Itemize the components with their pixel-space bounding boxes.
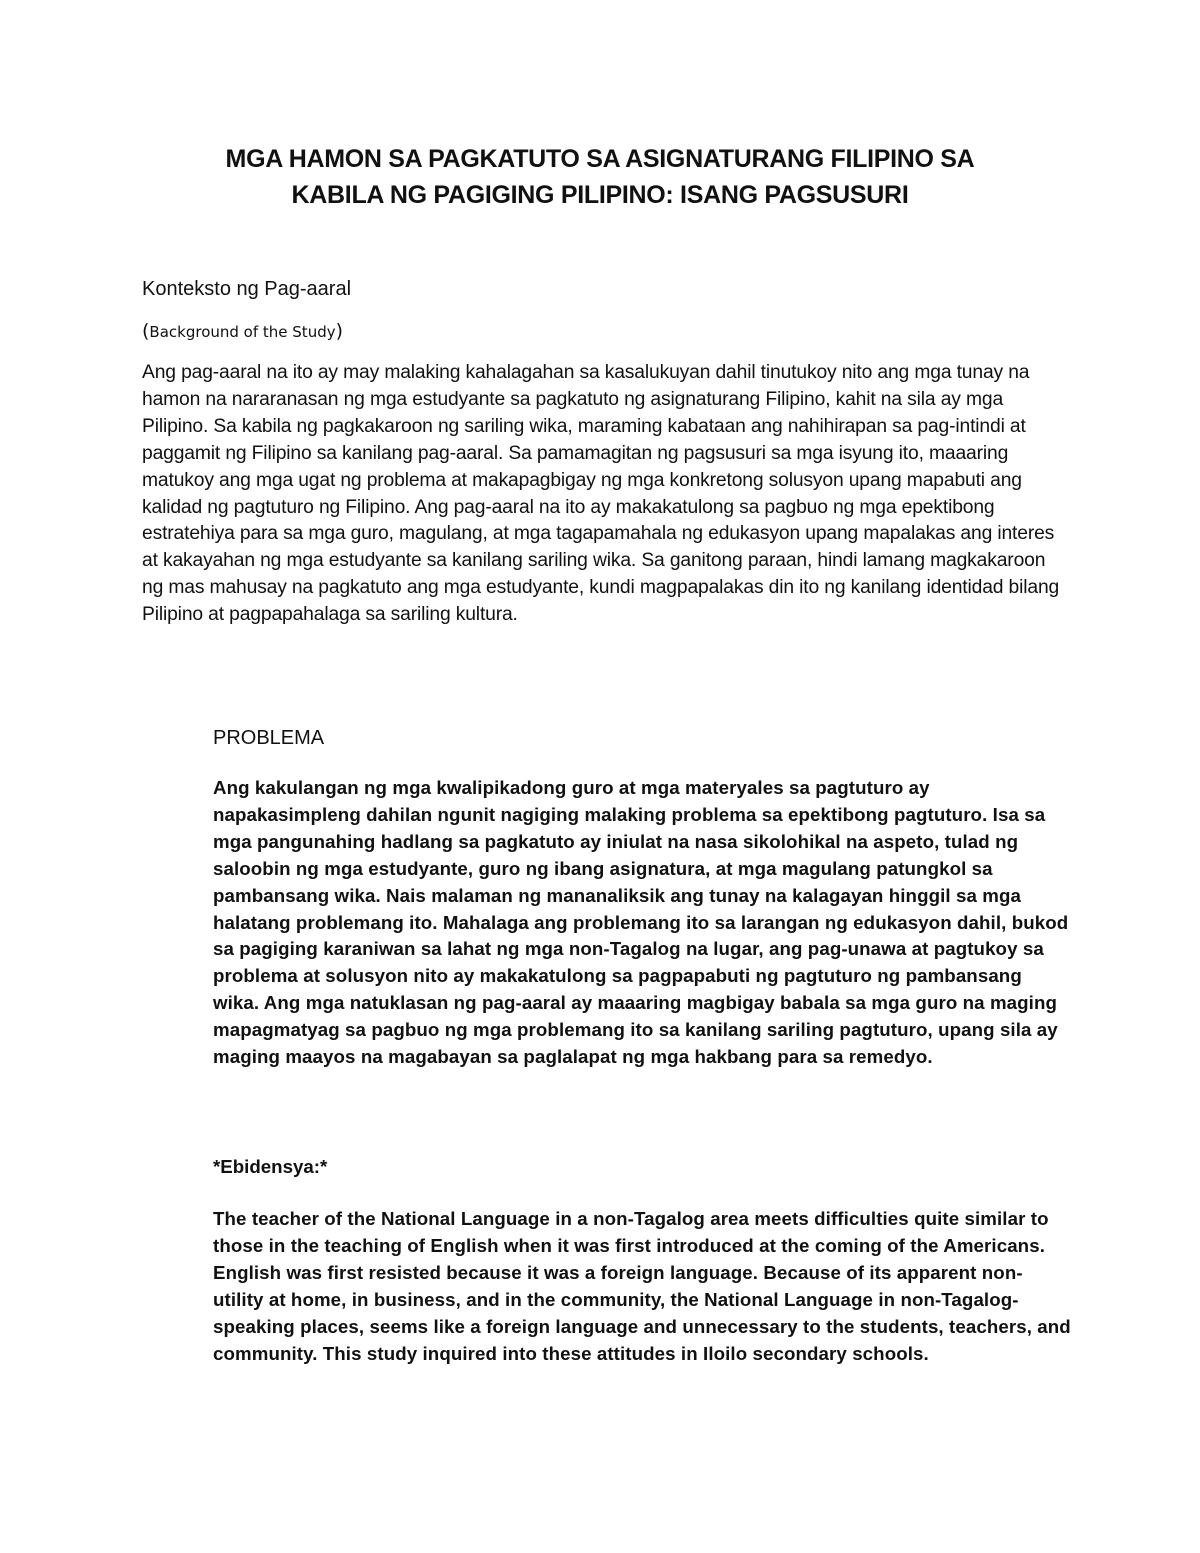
open-paren: ( bbox=[142, 320, 150, 342]
context-heading: Konteksto ng Pag-aaral bbox=[142, 278, 352, 300]
background-subheading bbox=[142, 318, 343, 345]
background-label: Background of the Study bbox=[149, 323, 336, 341]
evidence-label: *Ebidensya:* bbox=[213, 1156, 328, 1177]
title-line-2: KABILA NG PAGIGING PILIPINO: ISANG PAGSUSURI bbox=[291, 181, 909, 209]
title-line-1: MGA HAMON SA PAGKATUTO SA ASIGNATURANG FILIPINO SA bbox=[225, 145, 975, 173]
evidence-paragraph: The teacher of the National Language in a non-Tagalog area meets difficulties quite similar to those in the teaching of English when it was first introduced at the coming of the Americans. English was first resisted because it was a foreign language. Because of its apparent non-utility at home, in business, and in the community, the National Language in non-Tagalog-speaking places, seems like a foreign language and unnecessary to the students, teachers, and community. This study inquired into these attitudes in Iloilo secondary schools. bbox=[213, 1208, 1071, 1364]
close-paren: ) bbox=[335, 320, 344, 342]
document-title bbox=[100, 141, 1100, 213]
problem-paragraph: Ang kakulangan ng mga kwalipikadong guro at mga materyales sa pagtuturo ay napakasimpleng dahilan ngunit nagiging malaking problema sa epektibong pagtuturo. Isa sa mga pangunahing hadlang sa pagkatuto ay iniulat na nasa sikolohikal na aspeto, tulad ng saloobin ng mga estudyante, guro ng ibang asignatura, at mga magulang patungkol sa pambansang wika. Nais malaman ng mananaliksik ang tunay na kalagayan hinggil sa mga halatang problemang ito. Mahalaga ang problemang ito sa larangan ng edukasyon dahil, bukod sa pagiging karaniwan sa lahat ng mga non-Tagalog na lugar, ang pag-unawa at pagtukoy sa problema at solusyon nito ay makakatulong sa pagpapabuti ng pagtuturo ng pambansang wika. Ang mga natuklasan ng pag-aaral ay maaaring magbigay babala sa mga guro na maging mapagmatyag sa pagbuo ng mga problemang ito sa kanilang sariling pagtuturo, upang sila ay maging maayos na magabayan sa paglalapat ng mga hakbang para sa remedyo. bbox=[213, 777, 1069, 1068]
background-paragraph: Ang pag-aaral na ito ay may malaking kahalagahan sa kasalukuyan dahil tinutukoy nito ang mga tunay na hamon na nararanasan ng mga estudyante sa pagkatuto ng asignaturang Filipino, kahit na sila ay mga Pilipino. Sa kabila ng pagkakaroon ng sariling wika, maraming kabataan ang nahihirapan sa pag-intindi at paggamit ng Filipino sa kanilang pag-aaral. Sa pamamagitan ng pagsusuri sa mga isyung ito, maaaring matukoy ang mga ugat ng problema at makapagbigay ng mga konkretong solusyon upang mapabuti ang kalidad ng pagtuturo ng Filipino. Ang pag-aaral na ito ay makakatulong sa pagbuo ng mga epektibong estratehiya para sa mga guro, magulang, at mga tagapamahala ng edukasyon upang mapalakas ang interes at kakayahan ng mga estudyante sa kanilang sariling wika. Sa ganitong paraan, hindi lamang magkakaroon ng mas mahusay na pagkatuto ang mga estudyante, kundi magpapalakas din ito ng kanilang identidad bilang Pilipino at pagpapahalaga sa sariling kultura. bbox=[142, 362, 1060, 626]
problem-heading: PROBLEMA bbox=[213, 727, 325, 749]
